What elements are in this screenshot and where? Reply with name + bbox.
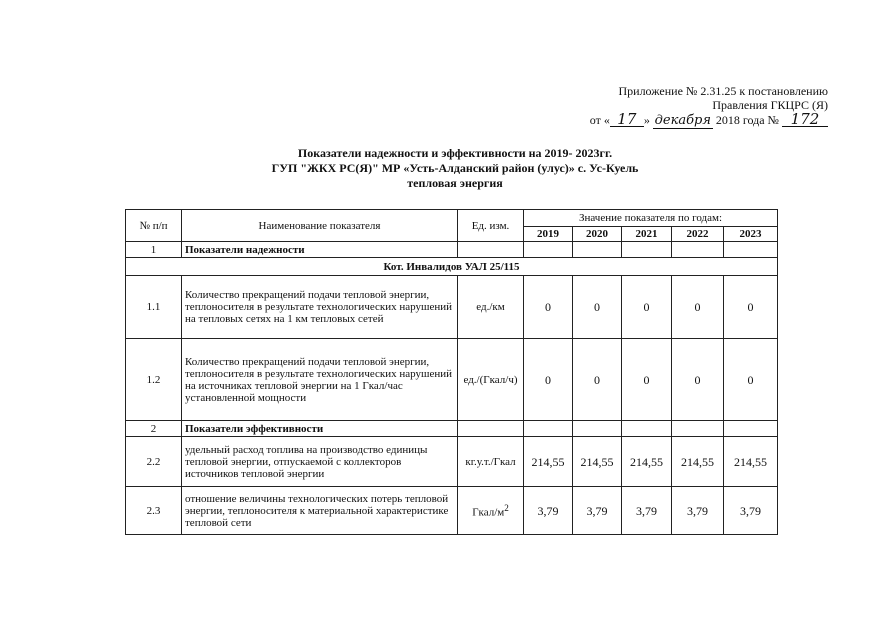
appendix-quote-close: » [643, 113, 650, 127]
row-value: 0 [672, 276, 724, 339]
table-row [126, 339, 778, 421]
object-name: Кот. Инвалидов УАЛ 25/115 [126, 258, 778, 276]
row-num: 1.2 [126, 339, 182, 421]
table-row [126, 437, 778, 487]
row-value: 214,55 [524, 437, 573, 487]
row-value: 214,55 [724, 437, 778, 487]
row-value: 3,79 [724, 487, 778, 535]
appendix-line1: Приложение № 2.31.25 к постановлению [618, 84, 828, 98]
table-row [126, 487, 778, 535]
indicators-table [125, 209, 778, 535]
section-row [126, 421, 778, 437]
section-name: Показатели надежности [182, 242, 458, 258]
row-value: 0 [524, 339, 573, 421]
section-num: 1 [126, 242, 182, 258]
row-unit: ед./(Гкал/ч) [458, 339, 524, 421]
section-row [126, 242, 778, 258]
row-num: 1.1 [126, 276, 182, 339]
row-value: 0 [622, 276, 672, 339]
row-value: 3,79 [524, 487, 573, 535]
row-unit-superscript: 2 [504, 503, 509, 514]
appendix-date-line [590, 112, 828, 129]
header-year: 2020 [573, 227, 622, 242]
header-num: № п/п [126, 210, 182, 242]
handwritten-number: 172 [782, 112, 828, 127]
handwritten-day: 17 [610, 112, 644, 127]
title-line3: тепловая энергия [407, 176, 503, 190]
header-year: 2023 [724, 227, 778, 242]
row-unit: кг.у.т./Гкал [458, 437, 524, 487]
header-year: 2019 [524, 227, 573, 242]
row-value: 0 [724, 276, 778, 339]
row-unit: ед./км [458, 276, 524, 339]
row-value: 3,79 [672, 487, 724, 535]
header-year: 2022 [672, 227, 724, 242]
row-num: 2.3 [126, 487, 182, 535]
row-unit: Гкал/м [472, 506, 505, 519]
row-value: 0 [573, 276, 622, 339]
handwritten-month: декабря [654, 113, 711, 128]
row-value: 0 [724, 339, 778, 421]
appendix-header [590, 84, 828, 129]
object-row [126, 258, 778, 276]
row-value: 0 [672, 339, 724, 421]
header-unit: Ед. изм. [458, 210, 524, 242]
row-value: 214,55 [573, 437, 622, 487]
row-value: 3,79 [622, 487, 672, 535]
header-year: 2021 [622, 227, 672, 242]
table-row [126, 276, 778, 339]
row-name: отношение величины технологических потерь тепловой энергии, теплоносителя к материальной характеристике тепловой сети [182, 487, 458, 535]
row-value: 0 [524, 276, 573, 339]
row-value: 0 [573, 339, 622, 421]
row-value: 0 [622, 339, 672, 421]
document-title [240, 146, 670, 191]
header-values: Значение показателя по годам: [524, 210, 778, 227]
title-line2: ГУП "ЖКХ РС(Я)" МР «Усть-Алданский район (улус)» с. Ус-Куель [271, 161, 639, 175]
row-value: 214,55 [622, 437, 672, 487]
appendix-year-text: 2018 года № [715, 113, 779, 127]
row-name: Количество прекращений подачи тепловой энергии, теплоносителя в результате технологических нарушений на тепловых сетях на 1 км тепловых сетей [182, 276, 458, 339]
row-value: 214,55 [672, 437, 724, 487]
header-row [126, 210, 778, 227]
row-num: 2.2 [126, 437, 182, 487]
row-name: Количество прекращений подачи тепловой энергии, теплоносителя в результате технологических нарушений на источниках тепловой энергии на 1 Гкал/час установленной мощности [182, 339, 458, 421]
appendix-from: от « [589, 113, 610, 127]
appendix-line2: Правления ГКЦРС (Я) [712, 98, 828, 112]
section-num: 2 [126, 421, 182, 437]
header-name: Наименование показателя [182, 210, 458, 242]
section-name: Показатели эффективности [182, 421, 458, 437]
row-unit-cell [458, 487, 524, 535]
row-value: 3,79 [573, 487, 622, 535]
title-line1: Показатели надежности и эффективности на 2019- 2023гг. [297, 146, 613, 160]
row-name: удельный расход топлива на производство единицы тепловой энергии, отпускаемой с коллекторов источников тепловой энергии [182, 437, 458, 487]
